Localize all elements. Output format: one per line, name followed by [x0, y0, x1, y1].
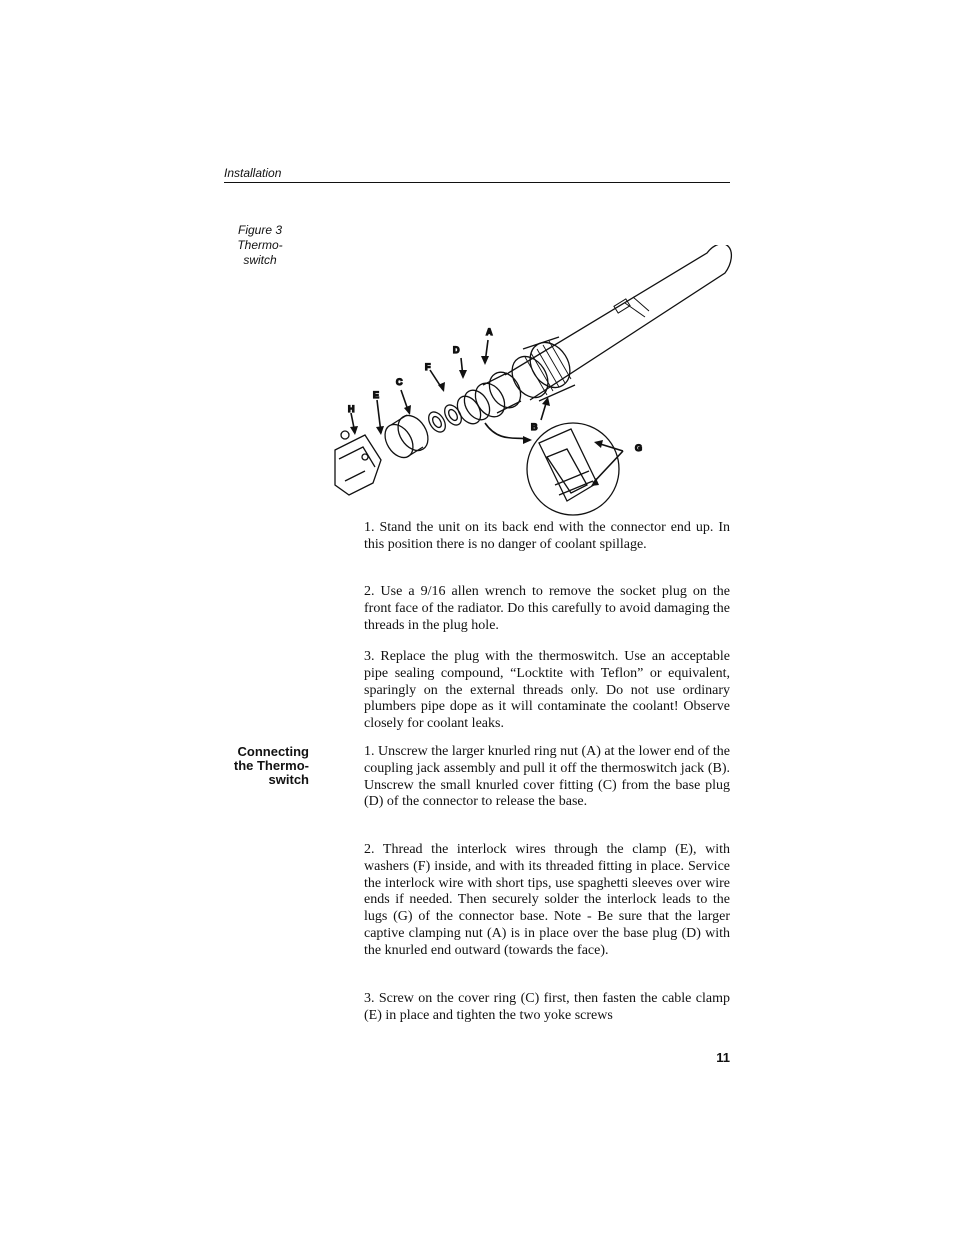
section-heading-line: Connecting: [237, 744, 309, 759]
paragraph: 2. Use a 9/16 allen wrench to remove the socket plug on the front face of the radiator. Do this carefully to avoid damaging the threads in the plug hole.: [364, 584, 730, 633]
label-e: E: [373, 390, 380, 400]
label-c: C: [396, 377, 403, 387]
label-b: B: [531, 422, 538, 432]
page-number: 11: [716, 1050, 730, 1065]
label-h: H: [348, 404, 355, 414]
section-heading: [214, 745, 309, 787]
figure-caption-line: switch: [243, 253, 277, 267]
paragraph: 1. Unscrew the larger knurled ring nut (A) at the lower end of the coupling jack assembly and pull it off the thermoswitch jack (B). Unscrew the small knurled cover fitting (C) from the base plug (D) of the connector to release the base.: [364, 744, 730, 810]
paragraph: 1. Stand the unit on its back end with the connector end up. In this position there is no danger of coolant spillage.: [364, 520, 730, 552]
label-f: F: [425, 362, 431, 372]
paragraph: 2. Thread the interlock wires through the clamp (E), with washers (F) inside, and with its threaded fitting in place. Service the interlock wire with short tips, use spaghetti sleeves over wire ends if needed. Then securely solder the interlock leads to the lugs (G) of the connector base. Note - Be sure that the larger captive clamping nut (A) is in place over the base plug (D) with the knurled end outward (towards the face).: [364, 842, 730, 958]
header-rule: [224, 182, 730, 183]
figure-caption-line: Thermo-: [237, 238, 283, 252]
figure-caption: [224, 223, 296, 268]
section-heading-line: switch: [268, 772, 309, 787]
thermoswitch-exploded-diagram: [325, 245, 735, 520]
paragraph: 3. Screw on the cover ring (C) first, then fasten the cable clamp (E) in place and tighten the two yoke screws: [364, 991, 730, 1023]
running-head: Installation: [224, 166, 282, 180]
paragraph: 3. Replace the plug with the thermoswitch. Use an acceptable pipe sealing compound, “Locktite with Teflon” or equivalent, sparingly on the external threads only. Do not use ordinary plumbers pipe dope as it will contaminate the coolant! Observe closely for coolant leaks.: [364, 649, 730, 732]
section-heading-line: the Thermo-: [233, 758, 309, 773]
label-a: A: [486, 327, 493, 337]
label-d: D: [453, 345, 460, 355]
label-g: G: [635, 443, 643, 453]
figure-caption-line: Figure 3: [237, 223, 283, 237]
